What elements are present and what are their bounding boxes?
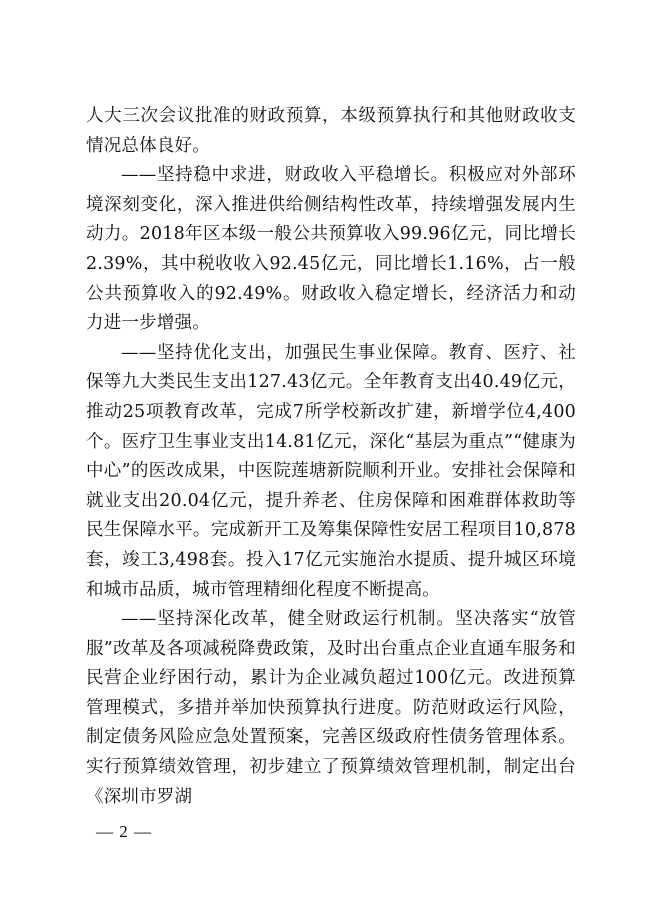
paragraph-budget-summary: 人大三次会议批准的财政预算，本级预算执行和其他财政收支情况总体良好。 [86,106,576,156]
paragraph-expenditure-optimization: ——坚持优化支出，加强民生事业保障。教育、医疗、社保等九大类民生支出127.43亿元。全年教育支出40.49亿元，推动25项教育改革，完成7所学校新改扩建，新增学位4,400个。医疗卫生事业支出14.81亿元，深化“基层为重点”“健康为中心”的医改成果，中医院莲塘新院顺利开业。安排社会保障和就业支出20.04亿元，提升养老、住房保障和困难群体救助等民生保障水平。完成新开工及筹集保障性安居工程项目10,878套，竣工3,498套。投入17亿元实施治水提质、提升城区环境和城市品质，城市管理精细化程度不断提高。 [86,342,576,600]
paragraph-reform-mechanism: ——坚持深化改革，健全财政运行机制。坚决落实“放管服”改革及各项减税降费政策，及时出台重点企业直通车服务和民营企业纾困行动，累计为企业减负超过100亿元。改进预算管理模式，多措并举加快预算执行进度。防范财政运行风险，制定债务风险应急处置预案，完善区级政府性债务管理体系。实行预算绩效管理，初步建立了预算绩效管理机制，制定出台《深圳市罗湖 [86,609,576,807]
paragraph-revenue-growth: ——坚持稳中求进，财政收入平稳增长。积极应对外部环境深刻变化，深入推进供给侧结构性改革，持续增强发展内生动力。2018年区本级一般公共预算收入99.96亿元，同比增长2.39%，其中税收收入92.45亿元，同比增长1.16%，占一般公共预算收入的92.49%。财政收入稳定增长，经济活力和动力进一步增强。 [86,165,576,334]
document-body [86,102,576,812]
page-number: — 2 — [96,822,152,841]
